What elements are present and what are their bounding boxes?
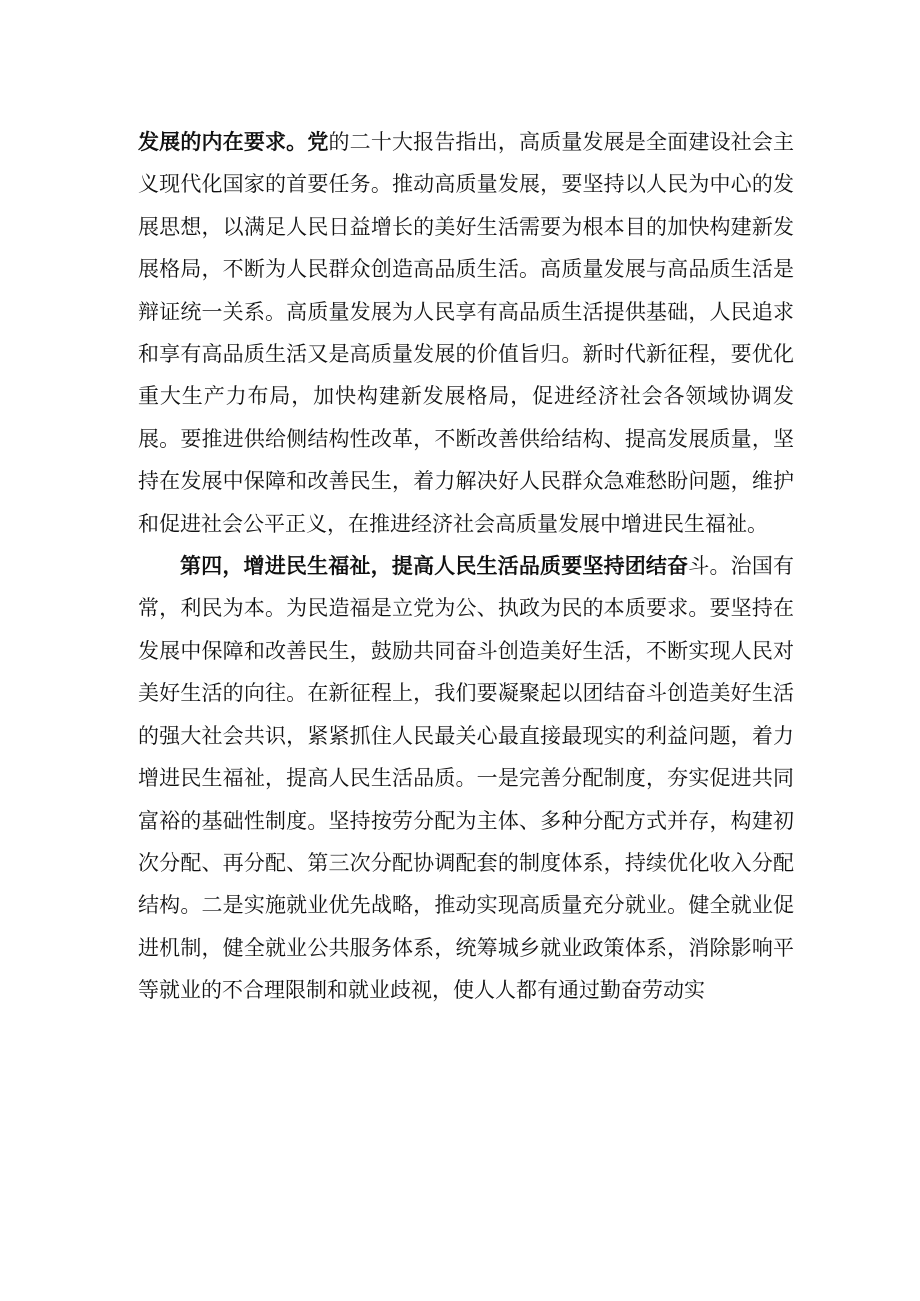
paragraph-2-heading: 第四，增进民生福祉，提高人民生活品质要坚持团结奋: [180, 553, 689, 579]
paragraph-1-lead: 发展的内在要求。党: [138, 129, 329, 154]
document-page: [138, 121, 794, 1012]
paragraph-2: [138, 545, 794, 1011]
paragraph-2-body: 斗。治国有常，利民为本。为民造福是立党为公、执政为民的本质要求。要坚持在发展中保障和改善民生，鼓励共同奋斗创造美好生活，不断实现人民对美好生活的向往。在新征程上，我们要凝聚起以团结奋斗创造美好生活的强大社会共识，紧紧抓住人民最关心最直接最现实的利益问题，着力增进民生福祉，提高人民生活品质。一是完善分配制度，夯实促进共同富裕的基础性制度。坚持按劳分配为主体、多种分配方式并存，构建初次分配、再分配、第三次分配协调配套的制度体系，持续优化收入分配结构。二是实施就业优先战略，推动实现高质量充分就业。健全就业促进机制，健全就业公共服务体系，统筹城乡就业政策体系，消除影响平等就业的不合理限制和就业歧视，使人人都有通过勤奋劳动实: [138, 554, 795, 1003]
paragraph-1-body: 的二十大报告指出，高质量发展是全面建设社会主义现代化国家的首要任务。推动高质量发展，要坚持以人民为中心的发展思想，以满足人民日益增长的美好生活需要为根本目的加快构建新发展格局，不断为人民群众创造高品质生活。高质量发展与高品质生活是辩证统一关系。高质量发展为人民享有高品质生活提供基础，人民追求和享有高品质生活又是高质量发展的价值旨归。新时代新征程，要优化重大生产力布局，加快构建新发展格局，促进经济社会各领域协调发展。要推进供给侧结构性改革，不断改善供给结构、提高发展质量，坚持在发展中保障和改善民生，着力解决好人民群众急难愁盼问题，维护和促进社会公平正义，在推进经济社会高质量发展中增进民生福祉。: [138, 130, 794, 536]
paragraph-1: [138, 121, 794, 545]
